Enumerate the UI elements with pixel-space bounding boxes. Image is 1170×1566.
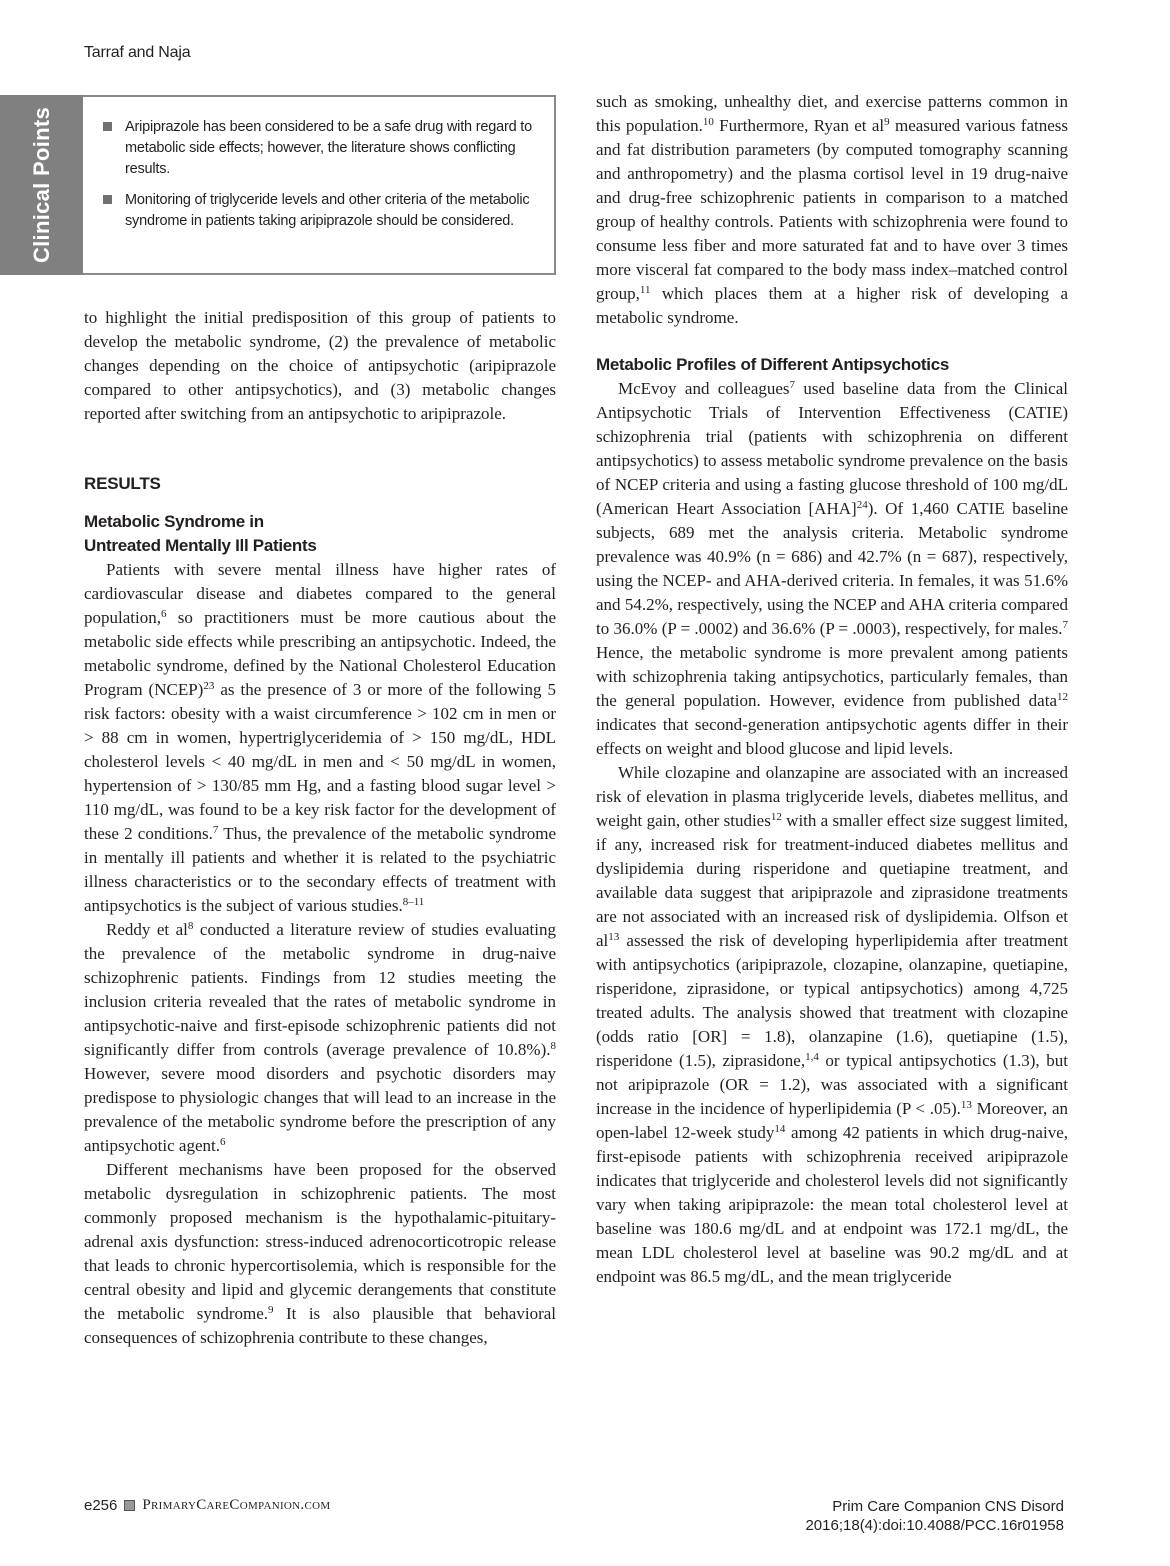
citation-ref: 23: [203, 680, 215, 692]
citation-ref: 6: [160, 608, 167, 620]
citation-ref: 7: [212, 824, 219, 836]
intro-paragraph: to highlight the initial predisposition of this group of patients to develop the metabolic syndrome, (2) the prevalence of metabolic changes depending on the choice of antipsychotic (aripiprazole compared to other antipsychotics), and (3) metabolic changes reported after switching from an antipsychotic to aripiprazole.: [84, 308, 556, 423]
journal-citation: 2016;18(4):doi:10.4088/PCC.16r01958: [805, 1517, 1064, 1534]
citation-ref: 13: [960, 1099, 972, 1111]
citation-ref: 12: [1057, 691, 1068, 703]
journal-name: Prim Care Companion CNS Disord: [832, 1498, 1064, 1515]
clinical-point-item: [103, 117, 536, 180]
subheading-metabolic-profiles: Metabolic Profiles of Different Antipsychotics: [596, 355, 950, 374]
citation-ref: 8: [550, 1040, 556, 1052]
citation-ref: 6: [219, 1136, 226, 1148]
square-separator-icon: [124, 1500, 135, 1511]
clinical-point-item: [103, 190, 536, 232]
footer-left: [84, 1497, 330, 1514]
left-column: [84, 306, 556, 1350]
square-bullet-icon: [103, 122, 112, 131]
paragraph: While clozapine and olanzapine are associated with an increased risk of elevation in plasma triglyceride levels, diabetes mellitus, and weight gain, other studies$^{12}$ with a smaller effect size suggest limited, if any, increased risk for treatment-induced diabetes mellitus and dyslipidemia during risperidone and quetiapine treatment, and available data suggest that aripiprazole and ziprasidone treatments are not associated with an increased risk of dyslipidemia. Olfson et $al^{13}$ assessed the risk of developing hyperlipidemia after treatment with antipsychotics (aripiprazole, clozapine, olanzapine, quetiapine, risperidone, ziprasidone, or typical antipsychotics) among 4,725 treated adults. The analysis showed that treatment with clozapine (odds ratio [OR] = 1.8), olanzapine (1.6), quetiapine (1.5), risperidone (1.5), ziprasidone,$^{1,4}$ or typical antipsychotics (1.3), but not aripiprazole (OR = 1.2), was associated with a significant increase in the incidence of hyperlipidemia (P < .05).$^{13}$ Moreover, an open-label 12-week study$^{14}$ among 42 patients in which drug-naive, first-episode patients with schizophrenia received aripiprazole indicates that triglyceride and cholesterol levels did not significantly vary when taking aripiprazole: the mean total cholesterol level at baseline was 180.6 mg/dL and at endpoint was 172.1 mg/dL, the mean LDL cholesterol level at baseline was 90.2 mg/dL and at endpoint was 86.5 mg/dL, and the mean triglyceride: [596, 763, 1068, 1286]
subheading-untreated-line1: Metabolic Syndrome in: [84, 512, 264, 531]
footer-site-link[interactable]: PrimaryCareCompanion.com: [142, 1497, 331, 1513]
citation-ref: 10: [702, 116, 714, 128]
results-heading: RESULTS: [84, 474, 161, 493]
citation-ref: 13: [608, 931, 620, 943]
citation-ref: 7: [789, 379, 796, 391]
citation-ref: 7: [1062, 619, 1068, 631]
citation-ref: 24: [856, 499, 868, 511]
paragraph: Patients with severe mental illness have higher rates of cardiovascular disease and diabetes compared to the general population,$^6$ so practitioners must be more cautious about the metabolic side effects while prescribing an antipsychotic. Indeed, the metabolic syndrome, defined by the National Cholesterol Education Program (NCEP)$^{23}$ as the presence of 3 or more of the following 5 risk factors: obesity with a waist circumference > 102 cm in men or > 88 cm in women, hypertriglyceridemia of > 150 mg/dL, HDL cholesterol levels < 40 mg/dL in men and < 50 mg/dL in women, hypertension of > 130/85 mm Hg, and a fasting blood sugar level > 110 mg/dL, was found to be a key risk factor for the development of these 2 conditions.$^7$ Thus, the prevalence of the metabolic syndrome in mentally ill patients and whether it is related to the psychiatric illness characteristics or to the secondary effects of treatment with antipsychotics is the subject of various studies.$^{8-11}$: [84, 560, 557, 915]
clinical-points-box: [83, 95, 556, 275]
paragraph: Reddy et $al^8$ conducted a literature review of studies evaluating the prevalence of the metabolic syndrome in drug-naive schizophrenic patients. Findings from 12 studies meeting the inclusion criteria revealed that the rates of metabolic syndrome in antipsychotic-naive and first-episode schizophrenic patients did not significantly differ from controls (average prevalence of 10.8%).$^8$ However, severe mood disorders and psychotic disorders may predispose to physiologic changes that will lead to an increase in the prevalence of the metabolic syndrome before the prescription of any antipsychotic agent.$^6$: [84, 920, 557, 1155]
paragraph: McEvoy and colleagues$^7$ used baseline data from the Clinical Antipsychotic Trials of Intervention Effectiveness (CATIE) schizophrenia trial (patients with schizophrenia on different antipsychotics) to assess metabolic syndrome prevalence on the basis of NCEP criteria and using a fasting glucose threshold of 100 mg/dL (American Heart Association [AHA]$^{24}$). Of 1,460 CATIE baseline subjects, 689 met the analysis criteria. Metabolic syndrome prevalence was 40.9% (n = 686) and 42.7% (n = 687), respectively, using the NCEP- and AHA-derived criteria. In females, it was 51.6% and 54.2%, respectively, using the NCEP and AHA criteria compared to 36.0% (P = .0002) and 36.6% (P = .0003), respectively, for males.$^7$ Hence, the metabolic syndrome is more prevalent among patients with schizophrenia taking antipsychotics, particularly females, than the general population. However, evidence from published data$^{12}$ indicates that second-generation antipsychotic agents differ in their effects on weight and blood glucose and lipid levels.: [596, 379, 1068, 758]
running-head: Tarraf and Naja: [84, 44, 191, 61]
footer-right: [805, 1497, 1064, 1535]
citation-ref: 9: [884, 116, 890, 128]
clinical-points-label: Clinical Points: [29, 106, 54, 264]
clinical-point-text: Aripiprazole has been considered to be a safe drug with regard to metabolic side effects; however, the literature shows conflicting results.: [125, 119, 532, 177]
citation-ref: 8–11: [402, 896, 425, 908]
clinical-point-text: Monitoring of triglyceride levels and other criteria of the metabolic syndrome in patients taking aripiprazole should be considered.: [125, 192, 530, 229]
right-column: [596, 90, 1068, 1289]
citation-ref: 8: [187, 920, 194, 932]
citation-ref: 1,4: [805, 1051, 819, 1063]
paragraph: such as smoking, unhealthy diet, and exercise patterns common in this population.$^{10}$ Furthermore, Ryan et $al^9$ measured various fatness and fat distribution parameters (by computed tomography scanning and anthropometry) and the plasma cortisol level in 19 drug-naive and drug-free schizophrenic patients in comparison to a matched group of healthy controls. Patients with schizophrenia were found to consume less fiber and more saturated fat and to have over 3 times more visceral fat compared to the body mass index–matched control group,$^{11}$ which places them at a higher risk of developing a metabolic syndrome.: [596, 92, 1069, 327]
citation-ref: 14: [774, 1123, 786, 1135]
citation-ref: 12: [770, 811, 782, 823]
citation-ref: 9: [268, 1304, 274, 1316]
subheading-untreated-line2: Untreated Mentally Ill Patients: [84, 536, 317, 555]
paragraph: Different mechanisms have been proposed for the observed metabolic dysregulation in schizophrenic patients. The most commonly proposed mechanism is the hypothalamic-pituitary-adrenal axis dysfunction: stress-induced adrenocorticotropic release that leads to chronic hypercortisolemia, which is responsible for the central obesity and lipid and glycemic derangements that constitute the metabolic syndrome.$^9$ It is also plausible that behavioral consequences of schizophrenia contribute to these changes,: [84, 1160, 556, 1347]
citation-ref: 11: [639, 284, 651, 296]
square-bullet-icon: [103, 195, 112, 204]
page-number: e256: [84, 1497, 118, 1514]
